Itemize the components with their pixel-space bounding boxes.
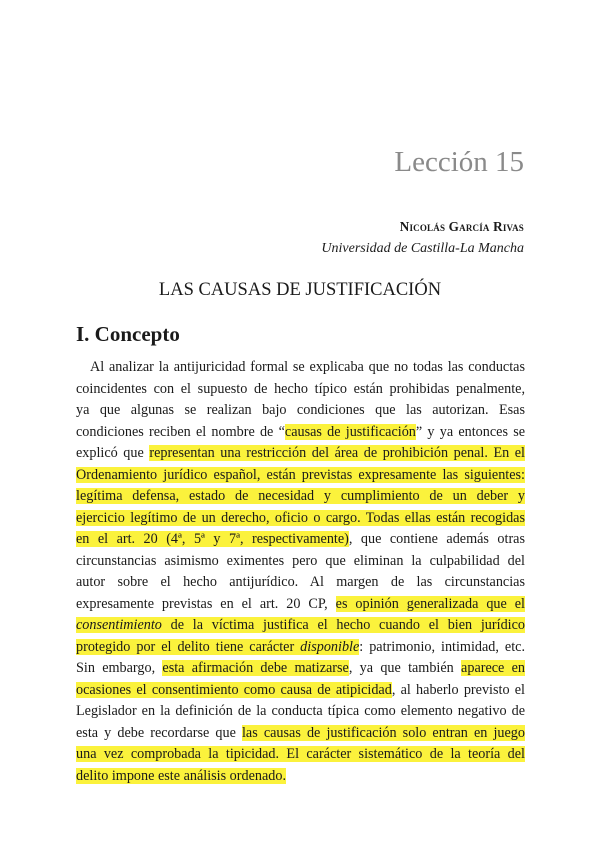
- highlighted-text: disponible: [300, 638, 360, 655]
- lesson-number: Lección 15: [394, 146, 524, 178]
- text-line: [76, 508, 525, 530]
- highlighted-text: esta afirmación debe matizarse: [162, 660, 349, 676]
- highlighted-text: legítima defensa, estado de necesidad y cumplimiento de un deber y: [76, 488, 525, 504]
- section-heading: I. Concepto: [76, 322, 180, 346]
- highlighted-text: aparece en: [461, 660, 525, 676]
- text-line: [76, 594, 525, 616]
- author-name: Nicolás García Rivas: [399, 219, 524, 234]
- text-line: [76, 766, 525, 788]
- highlighted-text: Ordenamiento jurídico español, están previstas expresamente las siguientes:: [76, 466, 525, 483]
- text-line: [76, 680, 525, 702]
- highlighted-text: las causas de justificación solo entran en juego: [241, 724, 525, 741]
- highlighted-text: es opinión generalizada que el: [335, 595, 525, 612]
- text-segment: explicó que: [76, 445, 150, 461]
- text-segment: condiciones reciben el nombre de “: [76, 423, 285, 440]
- highlighted-text: ejercicio legítimo de un derecho, oficio o cargo. Todas ellas están recogidas: [76, 509, 525, 526]
- highlighted-text: protegido por el delito tiene carácter: [76, 638, 301, 655]
- text-line: [76, 637, 525, 659]
- text-segment: esta y debe recordarse que: [76, 724, 242, 741]
- chapter-title: LAS CAUSAS DE JUSTIFICACIÓN: [158, 280, 442, 300]
- highlighted-text: ocasiones el consentimiento como causa de atipicidad: [76, 681, 392, 698]
- text-segment: ya que algunas se realizan bajo condiciones que las autorizan. Esas: [76, 402, 525, 418]
- text-line: [76, 744, 525, 766]
- text-segment: expresamente previstas en el art. 20 CP,: [76, 595, 336, 612]
- body-paragraph: [76, 357, 525, 787]
- text-line: [76, 615, 525, 637]
- text-line: [76, 723, 525, 745]
- text-segment: circunstancias asimismo eximentes pero que eliminan la culpabilidad del: [76, 552, 525, 569]
- author-affiliation: Universidad de Castilla-La Mancha: [321, 241, 524, 256]
- highlighted-text: consentimiento: [76, 617, 162, 633]
- text-line: [76, 572, 525, 594]
- text-segment: coincidentes con el supuesto de hecho típico están prohibidas penalmente,: [76, 380, 525, 397]
- text-segment: , que contiene además otras: [348, 531, 525, 547]
- text-segment: : patrimonio, intimidad, etc.: [359, 638, 525, 655]
- text-line: [76, 529, 525, 551]
- text-line: [76, 701, 525, 723]
- text-line: [76, 379, 525, 401]
- text-line: [76, 422, 525, 444]
- highlighted-text: delito impone este análisis ordenado.: [76, 767, 286, 784]
- text-segment: , ya que también: [348, 660, 462, 676]
- text-segment: Sin embargo,: [76, 660, 163, 676]
- text-line: [76, 357, 525, 379]
- text-segment: autor sobre el hecho antijurídico. Al margen de las circunstancias: [76, 574, 525, 590]
- text-line: [76, 551, 525, 573]
- text-line: [76, 400, 525, 422]
- highlighted-text: una vez comprobada la tipicidad. El carácter sistemático de la teoría del: [76, 746, 525, 762]
- highlighted-text: de la víctima justifica el hecho cuando el bien jurídico: [161, 617, 525, 633]
- text-segment: Al analizar la antijuricidad formal se explicaba que no todas las conductas: [90, 359, 525, 375]
- highlighted-text: en el art. 20 (4ª, 5ª y 7ª, respectivamente): [76, 531, 349, 547]
- text-segment: , al haberlo previsto el: [391, 681, 525, 698]
- highlighted-text: causas de justificación: [284, 423, 416, 440]
- text-segment: Legislador en la definición de la conducta típica como elemento negativo de: [76, 703, 525, 719]
- text-line: [76, 658, 525, 680]
- text-line: [76, 465, 525, 487]
- highlighted-text: representan una restricción del área de prohibición penal. En el: [149, 445, 525, 461]
- text-line: [76, 486, 525, 508]
- text-segment: ” y ya entonces se: [415, 423, 525, 440]
- text-line: [76, 443, 525, 465]
